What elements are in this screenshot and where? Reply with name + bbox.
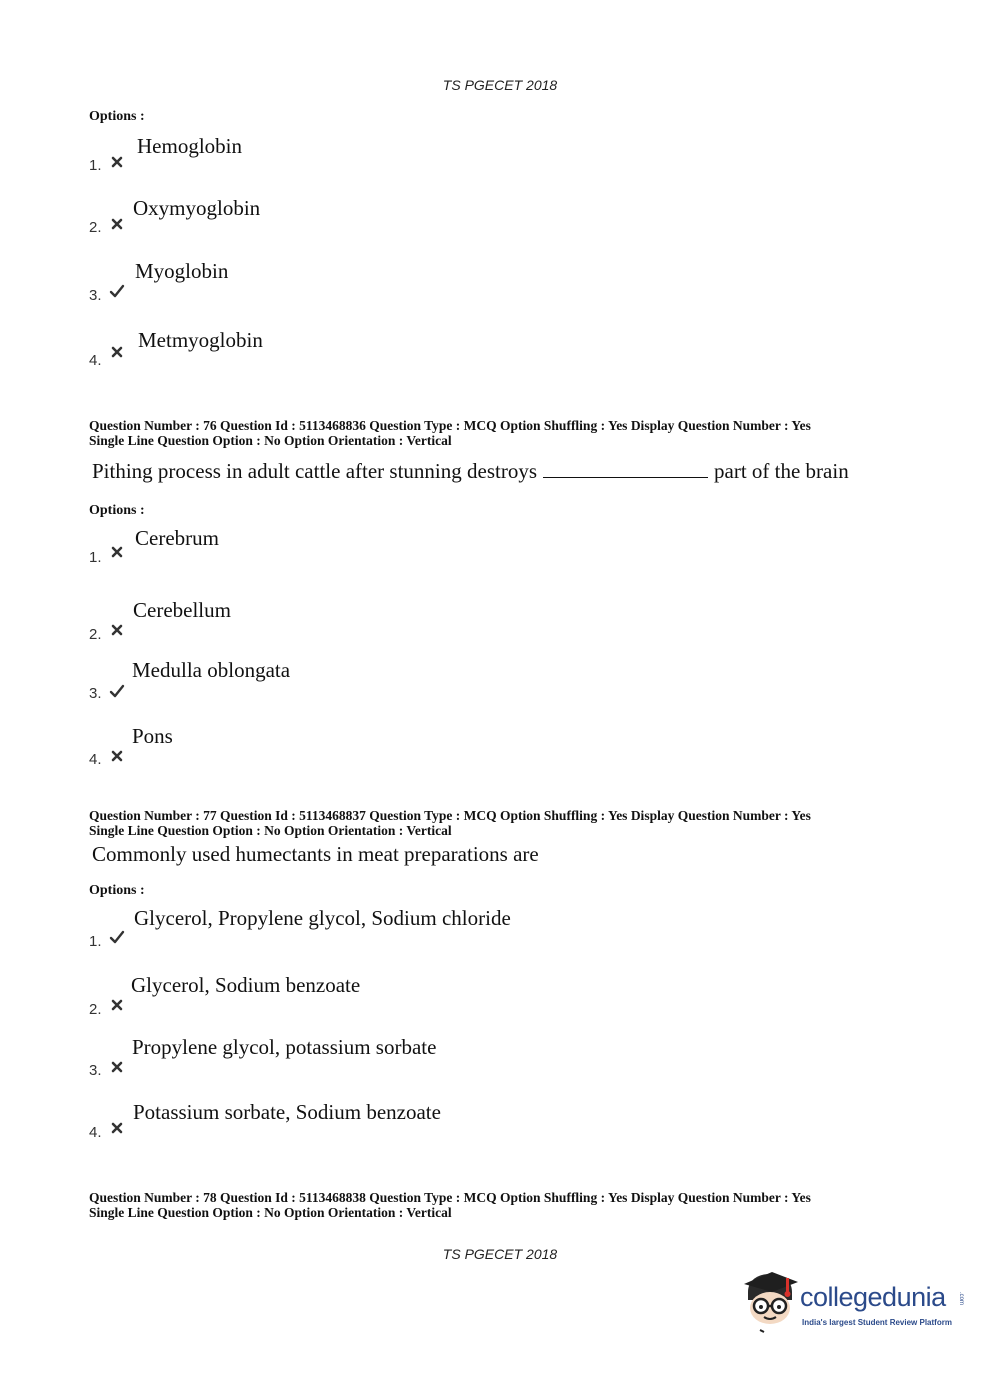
option-text: Potassium sorbate, Sodium benzoate bbox=[133, 1100, 441, 1124]
option-text: Glycerol, Propylene glycol, Sodium chloride bbox=[134, 906, 511, 930]
option-item bbox=[89, 328, 789, 368]
option-item bbox=[89, 259, 789, 304]
option-number: 4. bbox=[89, 751, 102, 768]
check-icon bbox=[109, 929, 125, 945]
options-label: Options : bbox=[89, 503, 145, 518]
logo-brand: collegedunia bbox=[800, 1282, 946, 1312]
question-text-before: Pithing process in adult cattle after stunning destroys bbox=[92, 459, 537, 483]
page-footer: TS PGECET 2018 bbox=[442, 1246, 558, 1262]
logo-tagline: India's largest Student Review Platform bbox=[802, 1318, 952, 1327]
option-number: 2. bbox=[89, 219, 102, 236]
question-meta: Single Line Question Option : No Option Orientation : Vertical bbox=[89, 433, 452, 448]
option-item bbox=[89, 598, 789, 643]
option-text: Propylene glycol, potassium sorbate bbox=[132, 1035, 437, 1059]
option-text: Metmyoglobin bbox=[138, 328, 263, 352]
cross-icon bbox=[109, 1059, 125, 1075]
option-item bbox=[89, 196, 789, 236]
option-number: 3. bbox=[89, 685, 102, 702]
option-text: Myoglobin bbox=[135, 259, 229, 283]
check-icon bbox=[109, 683, 125, 699]
question-meta: Question Number : 77 Question Id : 5113468837 Question Type : MCQ Option Shuffling : Yes Display Question Number : Yes bbox=[89, 808, 811, 823]
question-meta: Question Number : 76 Question Id : 5113468836 Question Type : MCQ Option Shuffling : Yes Display Question Number : Yes bbox=[89, 418, 811, 433]
answer-blank bbox=[543, 459, 708, 478]
option-item bbox=[89, 658, 789, 702]
cross-icon bbox=[109, 544, 125, 560]
option-item bbox=[89, 526, 789, 566]
mascot-icon bbox=[742, 1270, 800, 1336]
option-item bbox=[89, 906, 789, 950]
options-label: Options : bbox=[89, 883, 145, 898]
option-number: 3. bbox=[89, 287, 102, 304]
option-text: Pons bbox=[132, 724, 173, 748]
option-text: Hemoglobin bbox=[137, 134, 242, 158]
option-text: Cerebrum bbox=[135, 526, 219, 550]
option-item bbox=[89, 1100, 789, 1140]
question-text bbox=[92, 459, 849, 484]
option-text: Medulla oblongata bbox=[132, 658, 291, 682]
option-item bbox=[89, 134, 789, 174]
option-text: Glycerol, Sodium benzoate bbox=[131, 973, 361, 997]
options-label: Options : bbox=[89, 109, 145, 124]
cross-icon bbox=[109, 344, 125, 360]
cross-icon bbox=[109, 622, 125, 638]
option-number: 1. bbox=[89, 933, 102, 950]
question-meta: Question Number : 78 Question Id : 5113468838 Question Type : MCQ Option Shuffling : Yes Display Question Number : Yes bbox=[89, 1190, 811, 1205]
page-header: TS PGECET 2018 bbox=[442, 77, 558, 93]
option-number: 1. bbox=[89, 157, 102, 174]
question-text-after: part of the brain bbox=[714, 459, 849, 483]
option-number: 2. bbox=[89, 1001, 102, 1018]
option-text: Oxymyoglobin bbox=[133, 196, 261, 220]
option-text: Cerebellum bbox=[133, 598, 231, 622]
option-number: 4. bbox=[89, 352, 102, 369]
option-number: 3. bbox=[89, 1062, 102, 1079]
collegedunia-logo bbox=[742, 1268, 967, 1338]
logo-domain: .com bbox=[958, 1292, 964, 1306]
cross-icon bbox=[109, 216, 125, 232]
option-number: 4. bbox=[89, 1124, 102, 1141]
check-icon bbox=[109, 283, 125, 299]
cross-icon bbox=[109, 997, 125, 1013]
question-meta: Single Line Question Option : No Option Orientation : Vertical bbox=[89, 1205, 452, 1220]
option-item bbox=[89, 1035, 789, 1079]
option-item bbox=[89, 724, 789, 768]
option-item bbox=[89, 973, 789, 1018]
cross-icon bbox=[109, 748, 125, 764]
cross-icon bbox=[109, 1120, 125, 1136]
question-meta: Single Line Question Option : No Option Orientation : Vertical bbox=[89, 823, 452, 838]
option-number: 1. bbox=[89, 549, 102, 566]
option-number: 2. bbox=[89, 626, 102, 643]
question-text: Commonly used humectants in meat preparations are bbox=[92, 842, 539, 866]
cross-icon bbox=[109, 154, 125, 170]
